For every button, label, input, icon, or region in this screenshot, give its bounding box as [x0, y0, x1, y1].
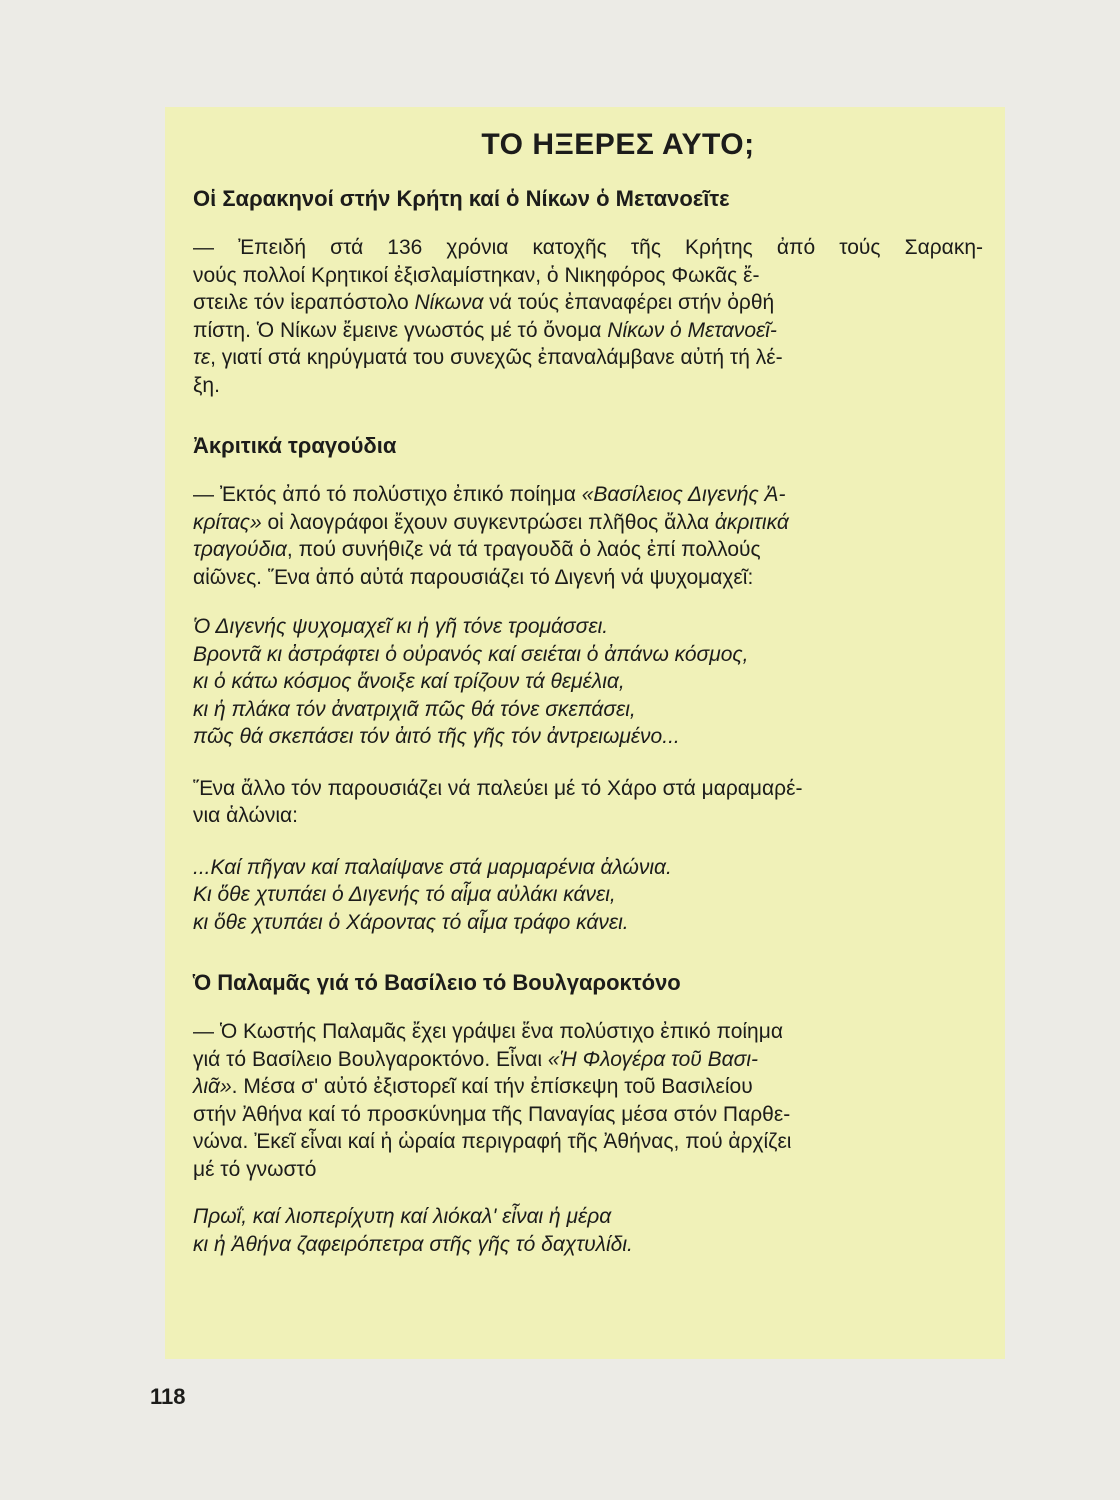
paragraph-charos: [193, 775, 983, 830]
verse-line: κι ἡ πλάκα τόν ἀνατριχιᾶ πῶς θά τόνε σκεπάσει,: [193, 697, 636, 721]
text-line: στειλε τόν ἱεραπόστολο Νίκωνα νά τούς ἐπαναφέρει στήν ὀρθή: [193, 291, 775, 314]
verse-line: Κι ὅθε χτυπάει ὁ Διγενής τό αἷμα αὐλάκι κάνει,: [193, 883, 616, 906]
italic-name: Νίκωνα: [414, 291, 484, 314]
verse-digenis-charos: [193, 854, 983, 937]
paragraph-nikon: [193, 234, 983, 399]
text-line: νια ἁλώνια:: [193, 804, 298, 827]
italic-title: λιᾶ»: [193, 1075, 232, 1098]
page-title: ΤΟ ΗΞΕΡΕΣ ΑΥΤΟ;: [481, 128, 755, 161]
paragraph-palamas: [193, 1018, 983, 1183]
text-line: μέ τό γνωστό: [193, 1157, 317, 1181]
verse-line: Ὁ Διγενής ψυχομαχεῖ κι ἡ γῆ τόνε τρομάσσει.: [193, 615, 609, 638]
text-line: στήν Ἀθήνα καί τό προσκύνημα τῆς Παναγίας μέσα στόν Παρθε-: [193, 1102, 791, 1126]
verse-line: Βροντᾶ κι ἀστράφτει ὁ οὐρανός καί σειέται ὁ ἀπάνω κόσμος,: [193, 642, 749, 666]
text-line: αἰῶνες. Ἕνα ἀπό αὐτά παρουσιάζει τό Διγενή νά ψυχομαχεῖ:: [193, 565, 754, 589]
section-heading-palamas: Ὁ Παλαμᾶς γιά τό Βασίλειο τό Βουλγαροκτόνο: [193, 970, 681, 995]
italic-name: τε: [193, 346, 211, 369]
text-line: κρίτας» οἱ λαογράφοι ἔχουν συγκεντρώσει πλῆθος ἄλλα ἀκριτικά: [193, 510, 789, 534]
italic-title: κρίτας»: [193, 510, 262, 534]
verse-line: ...Καί πῆγαν καί παλαίψανε στά μαρμαρένια ἁλώνια.: [193, 855, 672, 879]
text-line: ξη.: [193, 373, 220, 397]
verse-athens: [193, 1203, 983, 1258]
paragraph-akritika: [193, 481, 983, 591]
verse-line: πῶς θά σκεπάσει τόν ἀιτό τῆς γῆς τόν ἀντρειωμένο...: [193, 725, 680, 748]
italic-title: «Βασίλειος Διγενής Ἀ-: [581, 483, 786, 506]
italic-name: Νίκων ὁ Μετανοεῖ-: [607, 318, 777, 342]
verse-line: κι ὅθε χτυπάει ὁ Χάροντας τό αἷμα τράφο κάνει.: [193, 910, 629, 934]
article: [193, 128, 983, 1258]
italic-term: ἀκριτικά: [714, 510, 789, 534]
text-line: νώνα. Ἐκεῖ εἶναι καί ἡ ὡραία περιγραφή τῆς Ἀθήνας, πού ἀρχίζει: [193, 1130, 792, 1153]
text-line: τραγούδια, πού συνήθιζε νά τά τραγουδᾶ ὁ λαός ἐπί πολλούς: [193, 538, 761, 561]
page-number: 118: [150, 1384, 186, 1409]
text-line: — Ἐπειδή στά 136 χρόνια κατοχῆς τῆς Κρήτης ἀπό τούς Σαρακη-: [193, 236, 983, 259]
text-line: τε, γιατί στά κηρύγματά του συνεχῶς ἐπαναλάμβανε αὐτή τή λέ-: [193, 346, 783, 369]
text-line: — Ὁ Κωστής Παλαμᾶς ἔχει γράψει ἕνα πολύστιχο ἐπικό ποίημα: [193, 1020, 783, 1043]
section-heading-saracens: Οἱ Σαρακηνοί στήν Κρήτη καί ὁ Νίκων ὁ Μετανοεῖτε: [193, 186, 730, 211]
verse-line: κι ὁ κάτω κόσμος ἄνοιξε καί τρίζουν τά θεμέλια,: [193, 670, 625, 693]
section-heading-akritika: Ἀκριτικά τραγούδια: [193, 433, 397, 458]
text-line: πίστη. Ὁ Νίκων ἔμεινε γνωστός μέ τό ὄνομα Νίκων ὁ Μετανοεῖ-: [193, 318, 777, 342]
text-line: νούς πολλοί Κρητικοί ἐξισλαμίστηκαν, ὁ Νικηφόρος Φωκᾶς ἔ-: [193, 263, 760, 287]
verse-digenis-dying: [193, 613, 983, 751]
italic-term: τραγούδια: [193, 538, 287, 561]
italic-title: «Ἡ Φλογέρα τοῦ Βασι-: [547, 1047, 758, 1071]
verse-line: Πρωΐ, καί λιοπερίχυτη καί λιόκαλ' εἶναι ἡ μέρα: [193, 1205, 612, 1228]
verse-line: κι ἡ Ἀθήνα ζαφειρόπετρα στῆς γῆς τό δαχτυλίδι.: [193, 1232, 633, 1256]
text-line: Ἕνα ἄλλο τόν παρουσιάζει νά παλεύει μέ τό Χάρο στά μαραμαρέ-: [193, 776, 803, 800]
text-line: λιᾶ». Μέσα σ' αὐτό ἐξιστορεῖ καί τήν ἐπίσκεψη τοῦ Βασιλείου: [193, 1075, 753, 1098]
text-line: — Ἐκτός ἀπό τό πολύστιχο ἐπικό ποίημα «Βασίλειος Διγενής Ἀ-: [193, 483, 786, 506]
text-line: γιά τό Βασίλειο Βουλγαροκτόνο. Εἶναι «Ἡ Φλογέρα τοῦ Βασι-: [193, 1047, 758, 1071]
